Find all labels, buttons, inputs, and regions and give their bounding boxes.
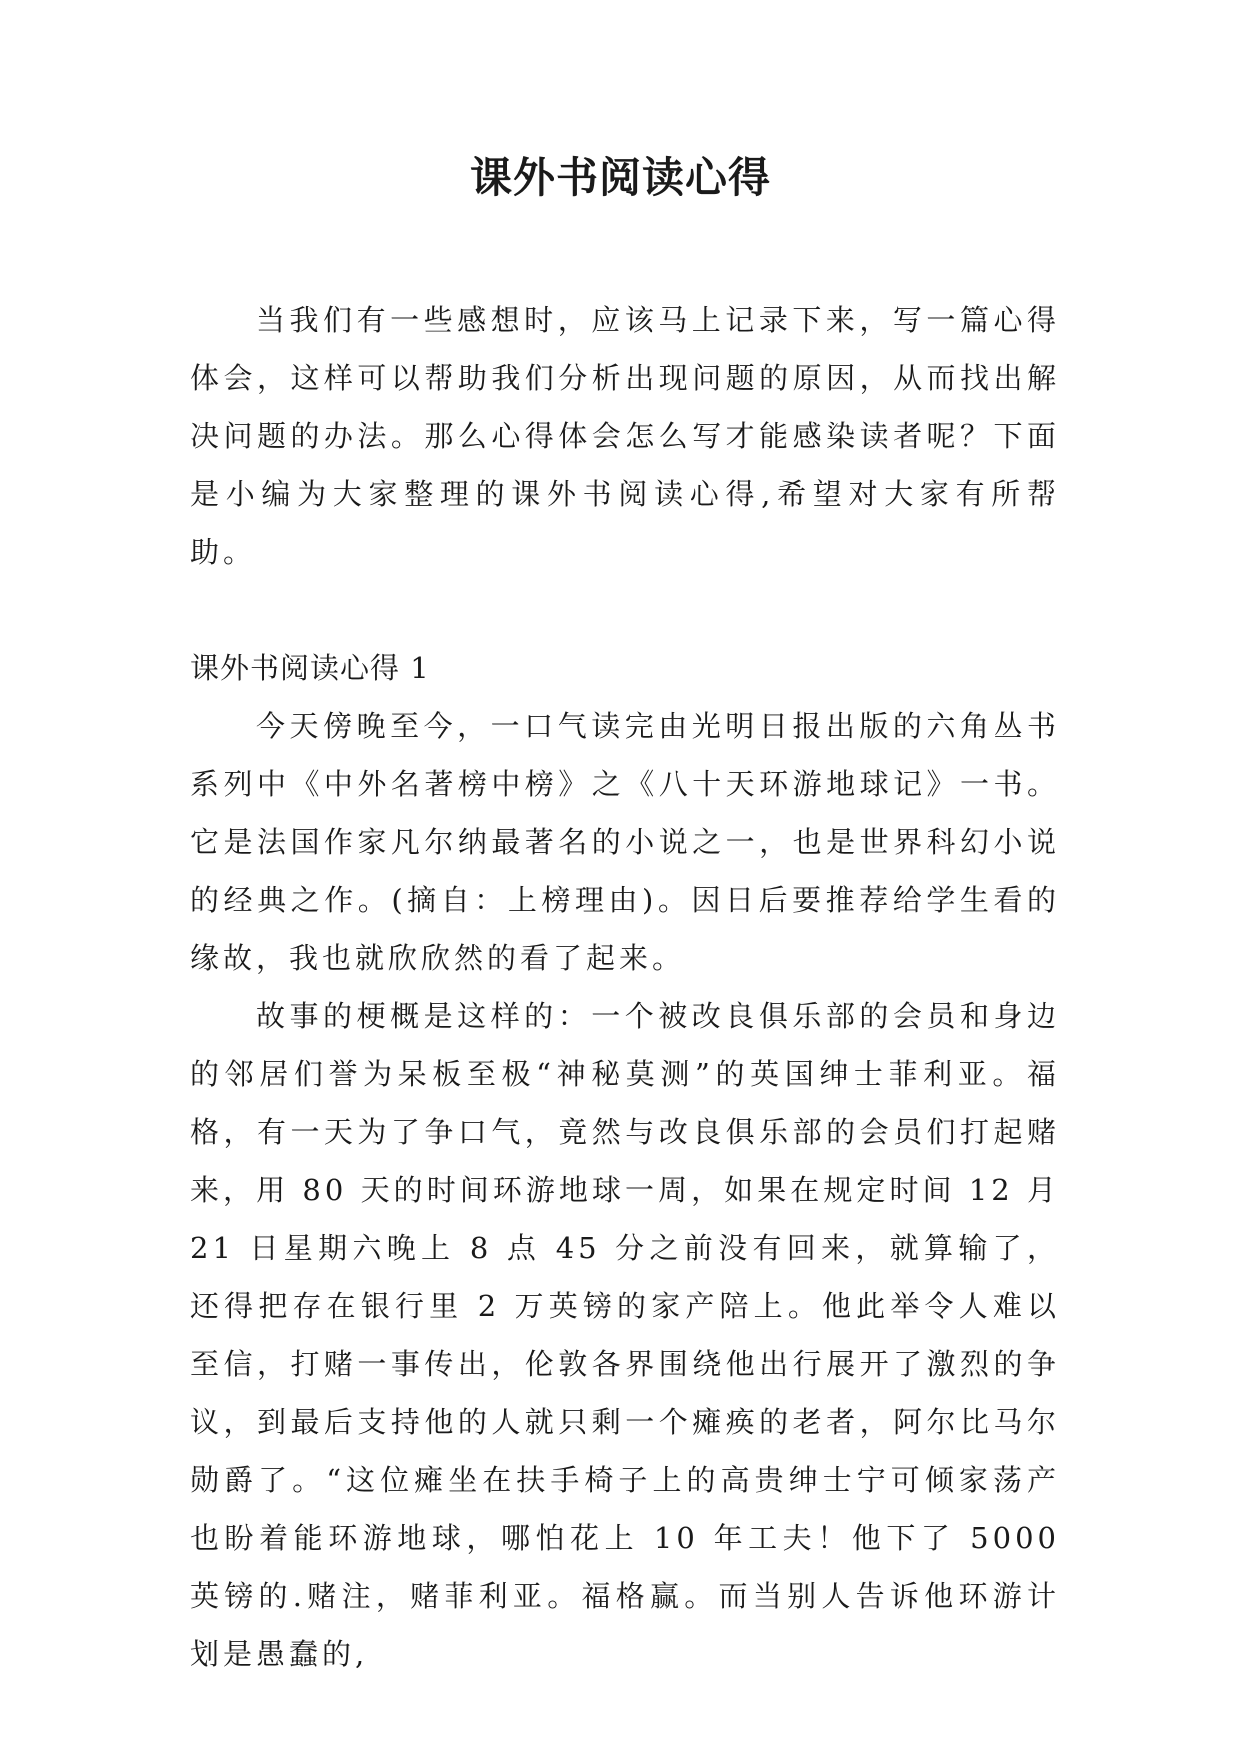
body-paragraph-2: 故事的梗概是这样的：一个被改良俱乐部的会员和身边的邻居们誉为呆板至极“神秘莫测”的英国绅士菲利亚。福格，有一天为了争口气，竟然与改良俱乐部的会员们打起赌来，用 80 天的时间环游地球一周，如果在规定时间 12 月 21 日星期六晚上 8 点 45 分之前没有回来，就算输了，还得把存在银行里 2 万英镑的家产陪上。他此举令人难以至信，打赌一事传出，伦敦各界围绕他出行展开了激烈的争议，到最后支持他的人就只剩一个瘫痪的老者，阿尔比马尔勋爵了。“这位瘫坐在扶手椅子上的高贵绅士宁可倾家荡产也盼着能环游地球，哪怕花上 10 年工夫！他下了 5000 英镑的.赌注，赌菲利亚。福格赢。而当别人告诉他环游计划是愚蠢的,: [190, 999, 1060, 1671]
document-body: [190, 291, 1060, 1683]
body-paragraph-1: 今天傍晚至今，一口气读完由光明日报出版的六角丛书系列中《中外名著榜中榜》之《八十天环游地球记》一书。它是法国作家凡尔纳最著名的小说之一，也是世界科幻小说的经典之作。(摘自：上榜理由)。因日后要推荐给学生看的缘故，我也就欣欣然的看了起来。: [190, 709, 1060, 975]
section-heading: 课外书阅读心得 1: [190, 651, 430, 685]
document-title: 课外书阅读心得: [469, 153, 771, 202]
intro-paragraph: 当我们有一些感想时，应该马上记录下来，写一篇心得体会，这样可以帮助我们分析出现问题的原因，从而找出解决问题的办法。那么心得体会怎么写才能感染读者呢？下面是小编为大家整理的课外书阅读心得,希望对大家有所帮助。: [190, 303, 1060, 569]
